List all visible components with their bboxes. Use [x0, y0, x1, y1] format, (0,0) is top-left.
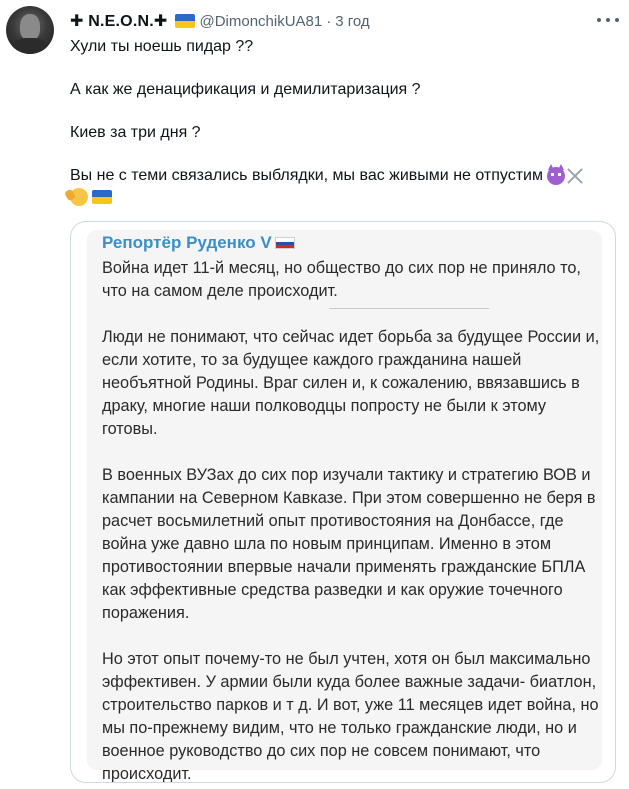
ukraine-flag-icon — [92, 190, 112, 204]
screenshot-card — [87, 230, 602, 783]
tweet-line: Киев за три дня ? — [70, 124, 201, 141]
post-paragraph: Люди не понимают, что сейчас идет борьба за будущее России и, если хотите, то за будущее каждого гражданина нашей необъятной Родины. Враг силен и, к сожалению, ввязавшись в драку, многие наши полководцы попросту не были к этому готовы. — [102, 328, 600, 438]
emoji-row — [70, 188, 112, 206]
salute-icon — [70, 188, 88, 206]
post-paragraph: В военных ВУЗах до сих пор изучали тактику и стратегию ВОВ и кампании на Северном Кавказе. При этом совершенно не беря в расчет восьмилетний опыт противостояния на Донбассе, где война уже давно шла по новым принципам. Именно в этом противостоянии впервые начали применять гражданские БПЛА как эффективные средства разведки и как оружие точечного поражения. — [102, 466, 596, 622]
reporter-name — [102, 233, 295, 253]
user-handle[interactable]: @DimonchikUA81 — [199, 12, 323, 30]
tweet-line: Хули ты ноешь пидар ?? — [70, 38, 254, 55]
attached-image[interactable] — [70, 221, 616, 783]
tweet-line-text: Вы не с теми связались выблядки, мы вас живыми не отпустим — [70, 167, 543, 184]
avatar[interactable] — [6, 6, 54, 54]
post-paragraph: Война идет 11-й месяц, но общество до сих пор не приняло то, что на самом деле происходит. — [102, 259, 581, 300]
separator-dot: · — [326, 12, 332, 30]
tweet-header — [70, 10, 370, 32]
crossed-swords-icon — [565, 166, 585, 186]
avatar-face — [20, 14, 40, 40]
ukraine-flag-icon — [175, 14, 195, 28]
reporter-name-text: Репортёр Руденко V — [102, 233, 272, 252]
russia-flag-icon — [275, 237, 295, 249]
display-name[interactable]: ✚ N.E.O.N.✚ — [70, 13, 168, 30]
reporter-post — [102, 257, 602, 783]
post-paragraph: Но этот опыт почему-то не был учтен, хотя он был максимально эффективен. У армии были куда более важные задачи- биатлон, строительство парков и т д. И вот, уже 11 месяцев идет война, но мы по-прежнему видим, что не только гражданские люди, но и военное руководство до сих пор не совсем понимают, что происходит. — [102, 650, 599, 783]
smiling-devil-icon — [547, 167, 565, 185]
tweet-line: А как же денацификация и демилитаризация ? — [70, 81, 421, 98]
avatar-body — [12, 38, 48, 54]
timestamp[interactable]: 3 год — [335, 12, 370, 30]
more-options-icon[interactable] — [597, 12, 619, 28]
tweet-line — [70, 165, 585, 186]
